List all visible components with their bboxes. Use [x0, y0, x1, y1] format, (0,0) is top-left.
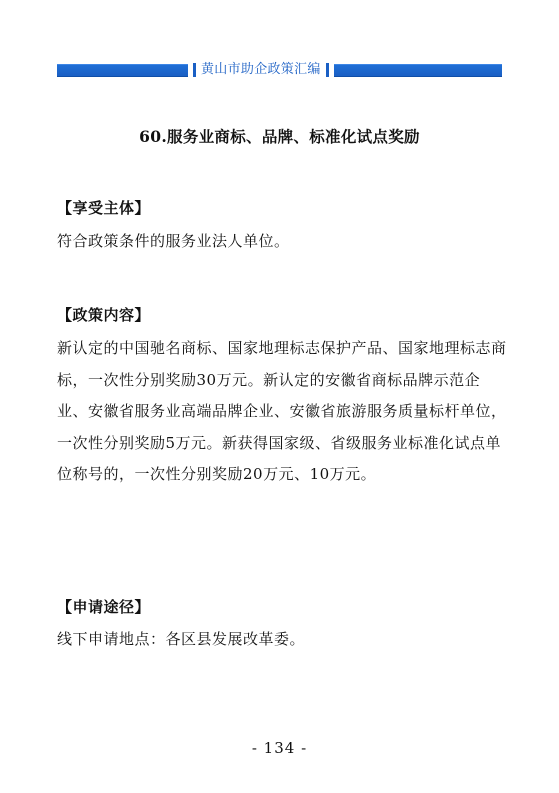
- heading-policy-content: 【政策内容】: [57, 306, 151, 324]
- paragraph-eligible-subject: 符合政策条件的服务业法人单位。: [57, 232, 290, 250]
- header-band-right-stripe: [334, 64, 502, 77]
- paragraph-policy-content: 新认定的中国驰名商标、国家地理标志保护产品、国家地理标志商标，一次性分别奖励30万元。新认定的安徽省商标品牌示范企业、安徽省服务业高端品牌企业、安徽省旅游服务质量标杆单位，一次性分别奖励5万元。新获得国家级、省级服务业标准化试点单位称号的，一次性分别奖励20万元、10万元。: [57, 339, 507, 483]
- page-number: - 134 -: [251, 739, 308, 757]
- heading-application-channel: 【申请途径】: [57, 598, 151, 616]
- header-band: [57, 63, 502, 77]
- paragraph-application-channel: 线下申请地点：各区县发展改革委。: [57, 630, 306, 648]
- heading-eligible-subject: 【享受主体】: [57, 199, 151, 217]
- section-title: 60.服务业商标、品牌、标准化试点奖励: [139, 127, 420, 146]
- header-title: 黄山市助企政策汇编: [201, 62, 321, 77]
- header-band-left-stripe: [57, 64, 188, 77]
- header-divider-right: [326, 63, 329, 77]
- header-divider-left: [193, 63, 196, 77]
